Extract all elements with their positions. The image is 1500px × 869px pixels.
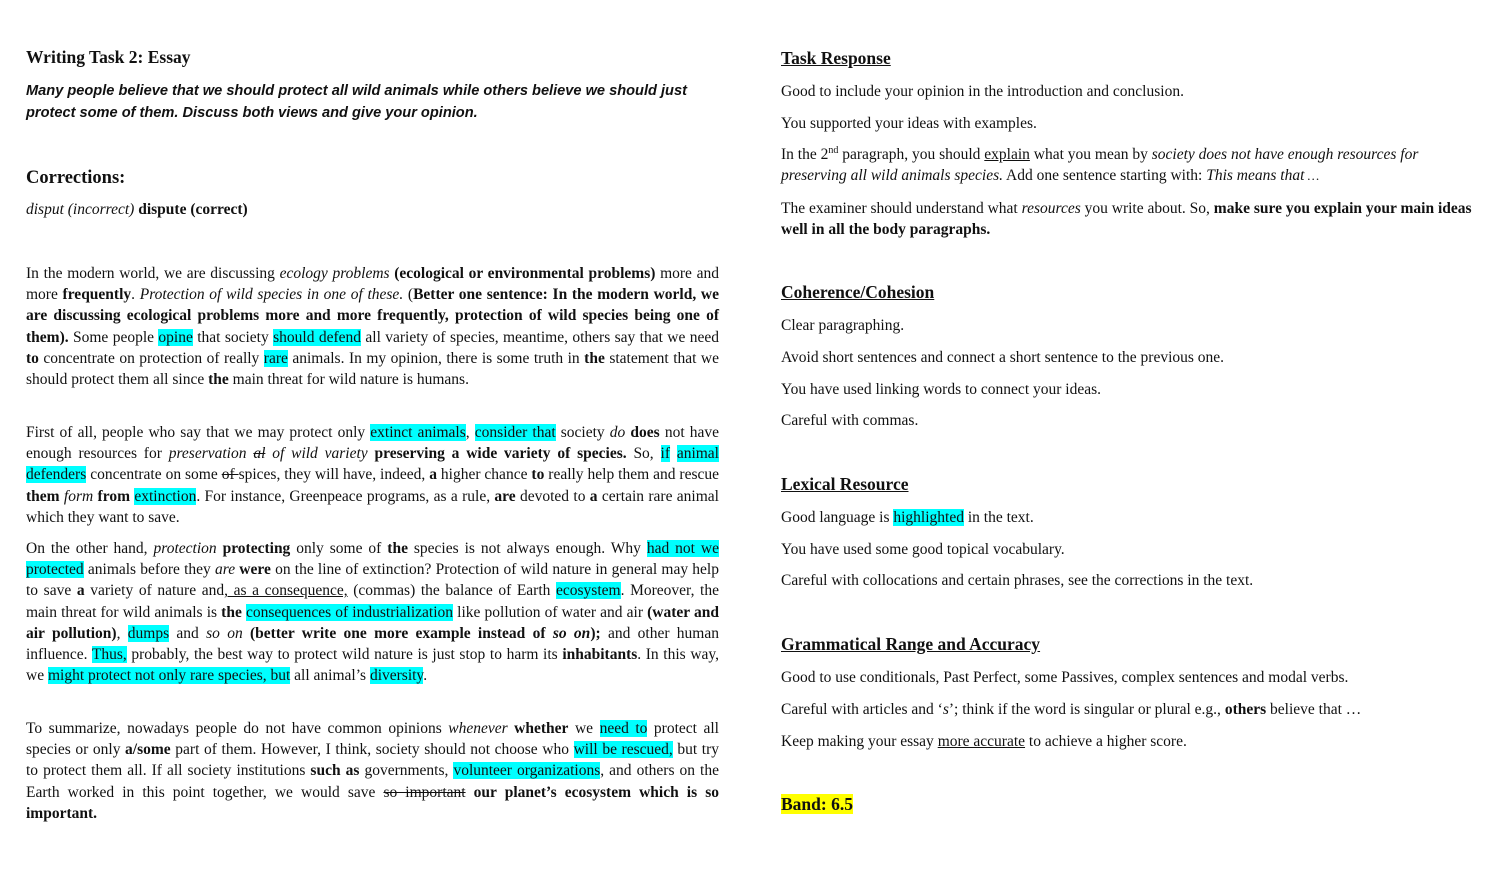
struck-word: of [221, 466, 239, 484]
task-response-title: Task Response [781, 48, 891, 68]
coherence-line-3: You have used linking words to connect your ideas. [781, 381, 1102, 398]
highlighted-phrase: extinct animals [370, 424, 466, 441]
band-score [781, 794, 1475, 816]
highlighted-phrase: volunteer organizations [453, 762, 601, 780]
highlighted-phrase: dumps [127, 624, 170, 642]
highlighted-phrase: Thus, [91, 646, 127, 664]
essay-paragraph-4: To summarize, nowadays people do not have common opinions whenever whether we need to protect all species or only a/some part of them. However, I think, society should not choose who will be rescued, but try to protect them all. If all society institutions such as governments, volunteer organizations, and others on the Earth worked in this point together, we would save so important our planet’s ecosystem which is so important. [26, 720, 720, 822]
coherence-line-2: Avoid short sentences and connect a short sentence to the previous one. [781, 349, 1225, 366]
coherence-line-1: Clear paragraphing. [781, 317, 905, 334]
underlined-phrase: , as a consequence, [224, 582, 348, 600]
highlighted-phrase: consequences of industrialization [245, 603, 454, 621]
grammar-line-1: Good to use conditionals, Past Perfect, some Passives, complex sentences and modal verbs. [781, 669, 1349, 686]
highlighted-phrase: opine [158, 328, 193, 346]
highlighted-phrase: had not we protected [26, 540, 720, 579]
essay-paragraph-1: In the modern world, we are discussing ecology problems (ecological or environmental problems) more and more frequently. Protection of wild species in one of these. (Better one sentence: In the modern world, we are discussing ecological problems more and more frequently, protection of wild species being one of them). Some people opine that society should defend all variety of species, meantime, others say that we need to concentrate on protection of really rare animals. In my opinion, there is some truth in the statement that we should protect them all since the main threat for wild nature is humans. [26, 265, 719, 389]
highlighted-phrase: diversity [369, 667, 424, 685]
highlighted-phrase: consider that [474, 424, 556, 441]
task-title: Writing Task 2: Essay [26, 47, 191, 67]
lexical-title: Lexical Resource [781, 474, 909, 494]
corrections-title: Corrections: [26, 168, 126, 188]
coherence-title: Coherence/Cohesion [781, 282, 935, 302]
highlighted-phrase: need to [599, 720, 648, 737]
correct-word: dispute (correct) [138, 201, 248, 218]
lexical-line-1: Good language is highlighted in the text. [781, 509, 1034, 526]
essay-paragraph-2: First of all, people who say that we may protect only extinct animals, consider that society do does not have enough resources for preservation al of wild variety preserving a wide variety of species. So, if animal defenders concentrate on some of spices, they will have, indeed, a higher chance to really help them and rescue them form from extinction. For instance, Greenpeace programs, as a rule, are devoted to a certain rare animal which they want to save. [26, 424, 720, 526]
task-response-line-1: Good to include your opinion in the introduction and conclusion. [781, 83, 1184, 100]
task-prompt: Many people believe that we should protect all wild animals while others believe we should just protect some of them. Discuss both views and give your opinion. [26, 83, 687, 121]
highlighted-phrase: might protect not only rare species, but [47, 667, 291, 685]
incorrect-word: disput (incorrect) [26, 201, 135, 218]
coherence-line-4: Careful with commas. [781, 412, 919, 429]
highlighted-phrase: highlighted [893, 509, 964, 526]
grammar-line-2: Careful with articles and ‘s’; think if the word is singular or plural e.g., others believe that … [781, 701, 1362, 718]
task-response-line-2: You supported your ideas with examples. [781, 115, 1037, 132]
highlighted-phrase: animal defenders [26, 445, 719, 484]
corrections-line [26, 201, 248, 219]
task-response-line-3: In the 2nd paragraph, you should explain what you mean by society does not have enough resources for preserving all wild animals species. Add one sentence starting with: This means that … [781, 144, 1419, 185]
highlighted-phrase: if [660, 445, 670, 463]
struck-word: al [253, 445, 266, 463]
task-response-line-4: The examiner should understand what resources you write about. So, make sure you explain your main ideas well in all the body paragraphs. [781, 200, 1472, 239]
grammar-title: Grammatical Range and Accuracy [781, 634, 1041, 654]
highlighted-phrase: should defend [273, 328, 362, 346]
lexical-line-3: Careful with collocations and certain phrases, see the corrections in the text. [781, 572, 1254, 589]
highlighted-phrase: extinction [134, 487, 197, 505]
highlighted-phrase: rare [263, 349, 288, 367]
lexical-line-2: You have used some good topical vocabulary. [781, 541, 1065, 558]
highlighted-phrase: ecosystem [556, 582, 621, 600]
essay-paragraph-3: On the other hand, protection protecting only some of the species is not always enough. Why had not we protected animals before they are were on the line of extinction? Protection of wild nature in general may help to save a variety of nature and, as a consequence, (commas) the balance of Earth ecosystem. Moreover, the main threat for wild animals is the consequences of industrialization like pollution of water and air (water and air pollution), dumps and so on (better write one more example instead of so on); and other human influence. Thus, probably, the best way to protect wild nature is just stop to harm its inhabitants. In this way, we might protect not only rare species, but all animal’s diversity. [26, 540, 720, 685]
struck-word: so important [383, 783, 466, 801]
band-score-value: Band: 6.5 [781, 794, 853, 814]
highlighted-phrase: will be rescued, [573, 741, 673, 759]
grammar-line-3: Keep making your essay more accurate to achieve a higher score. [781, 733, 1187, 750]
